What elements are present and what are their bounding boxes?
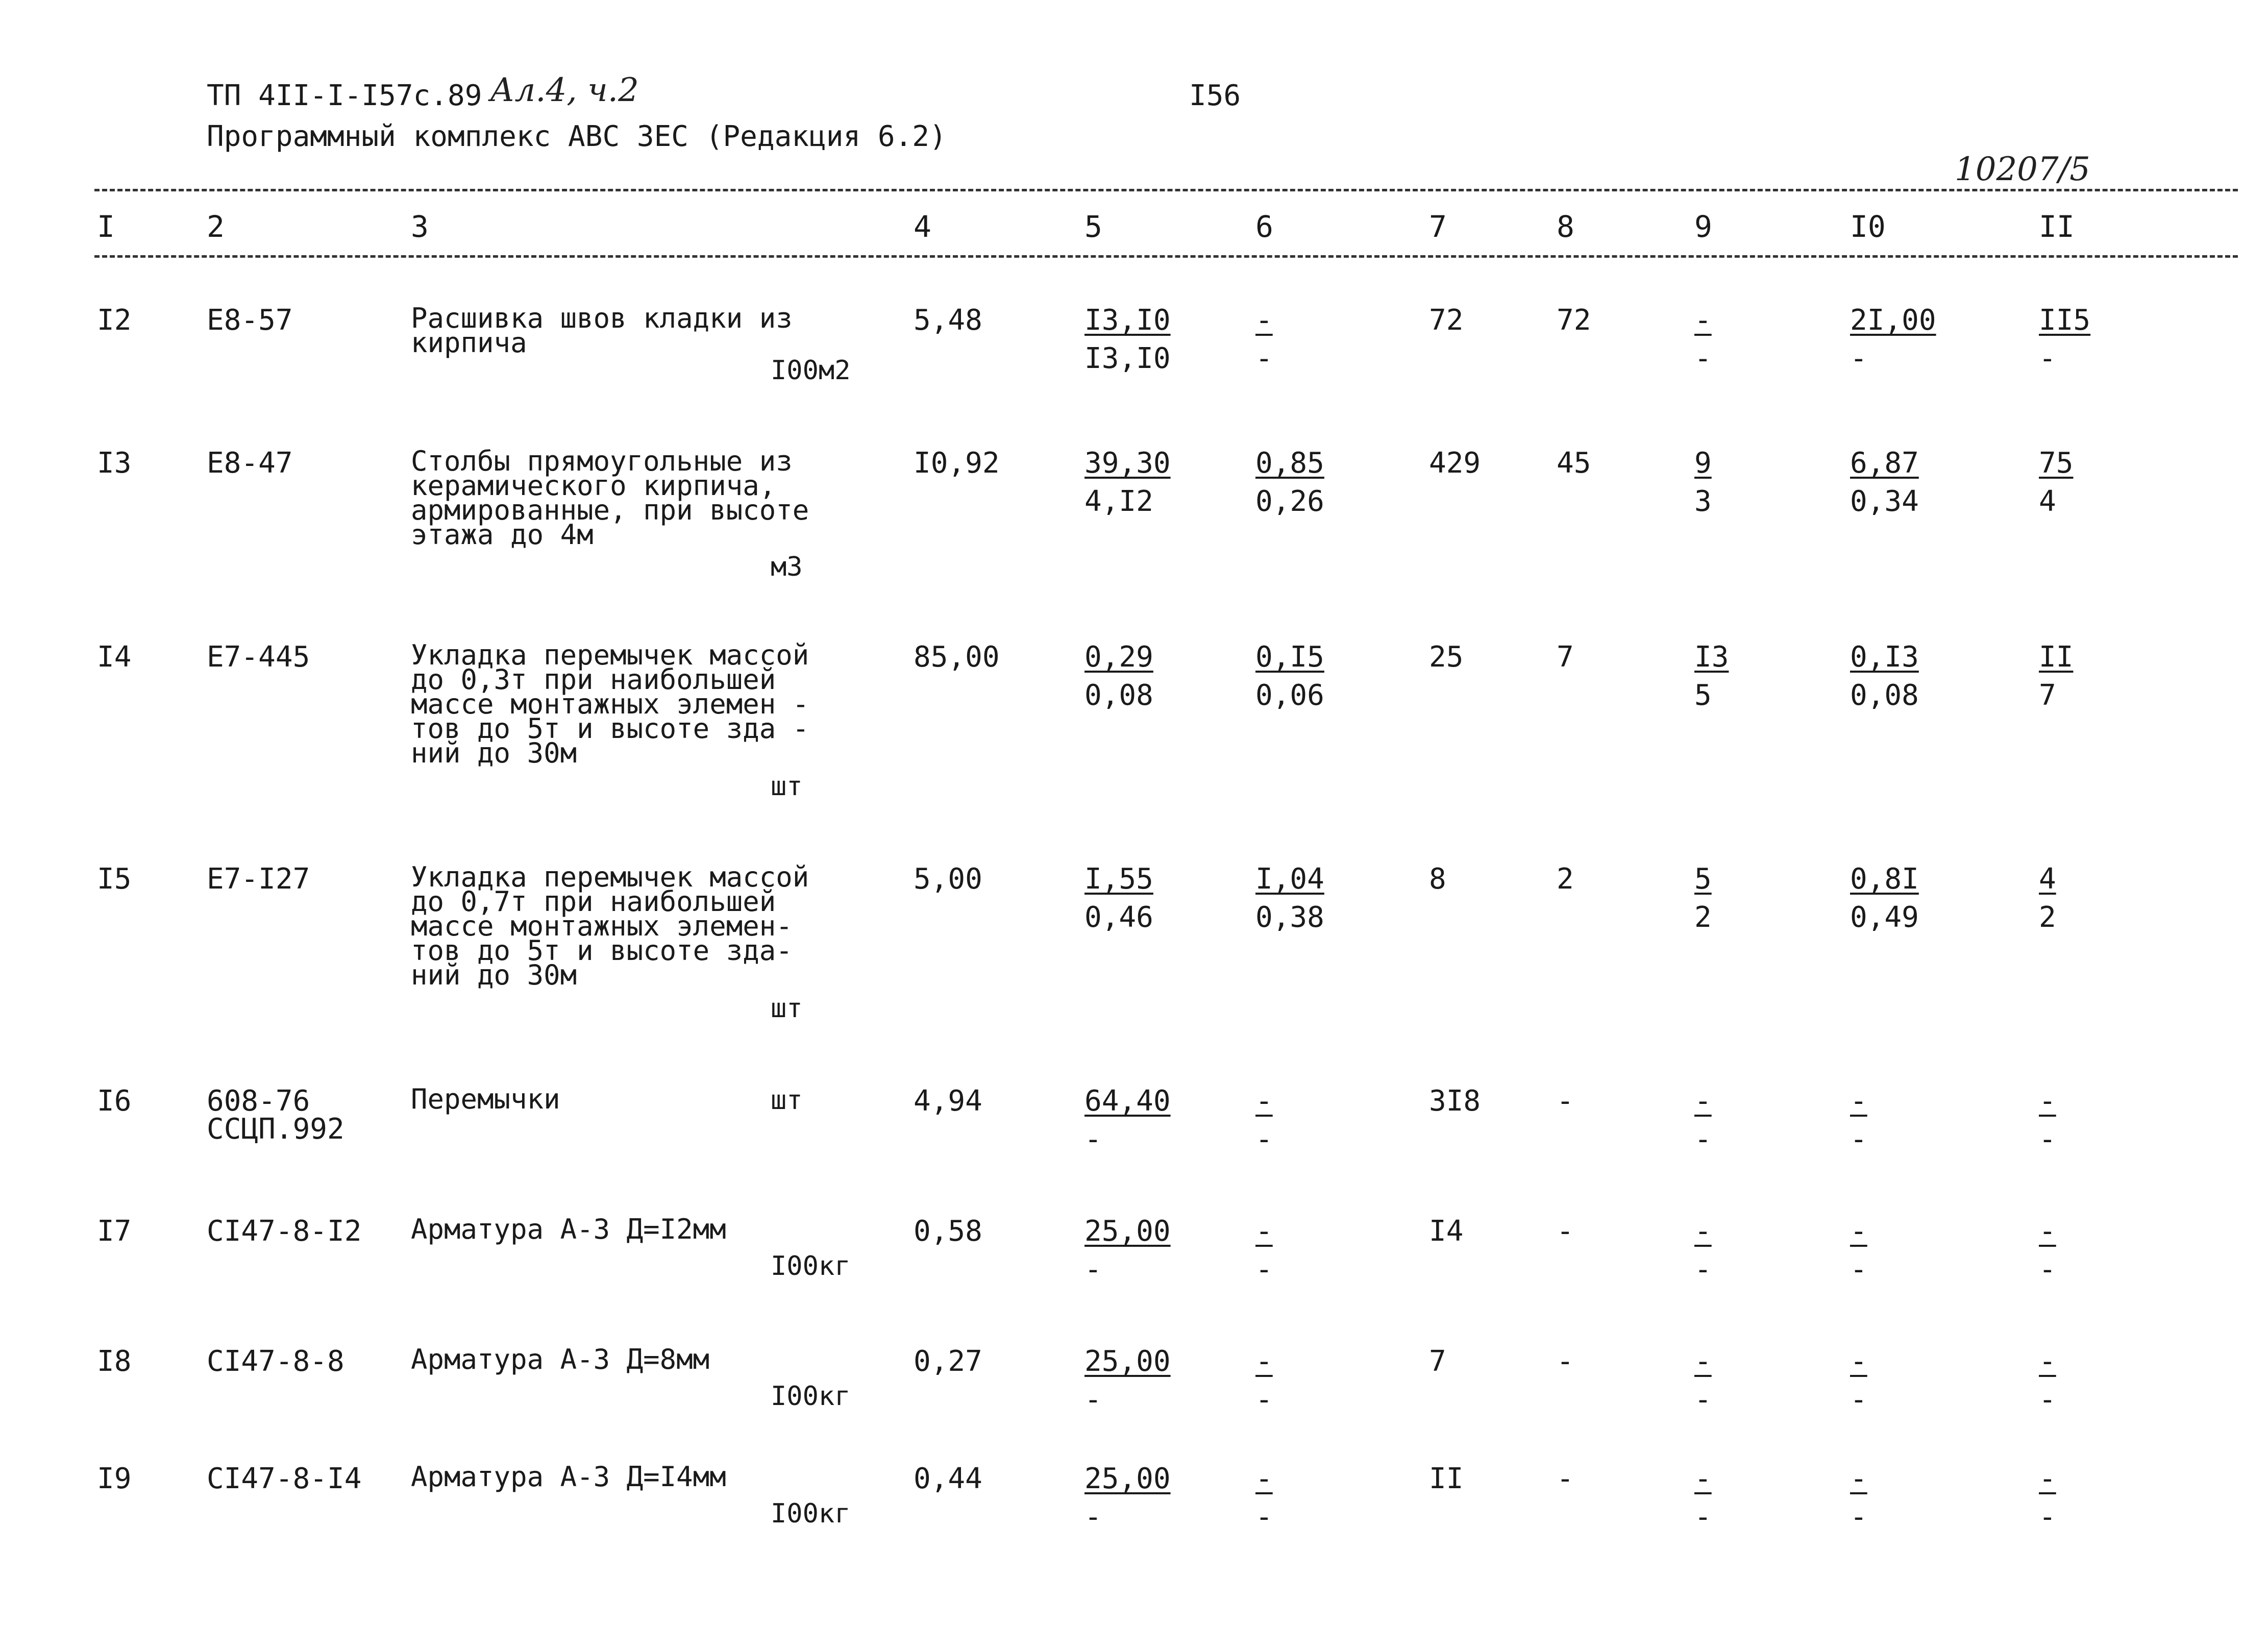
row-c11-top: 4 — [2039, 863, 2056, 896]
row-description-line: до 0,7т при наибольшей — [411, 885, 776, 918]
row-description-line: Арматура А-3 Д=I2мм — [411, 1213, 726, 1245]
row-description-line: до 0,3т при наибольшей — [411, 663, 776, 696]
row-quantity: 0,58 — [914, 1215, 982, 1248]
row-c6-bottom: 0,38 — [1255, 901, 1324, 934]
row-unit: I00кг — [771, 1498, 851, 1529]
row-c11-top: II — [2039, 640, 2074, 674]
row-c10-top: - — [1850, 1215, 1867, 1248]
row-description-line: Укладка перемычек массой — [411, 639, 809, 671]
row-c9-bottom: 3 — [1694, 485, 1712, 518]
col-header: 8 — [1557, 209, 1574, 244]
row-number: I5 — [97, 863, 132, 896]
row-c11-bottom: - — [2039, 1500, 2056, 1534]
row-c9-top: 5 — [1694, 863, 1712, 896]
row-c11-top: - — [2039, 1345, 2056, 1378]
row-number: I2 — [97, 304, 132, 337]
row-c10-top: - — [1850, 1085, 1867, 1118]
row-c8: 7 — [1557, 640, 1574, 674]
row-c10-top: 0,8I — [1850, 863, 1919, 896]
row-quantity: I0,92 — [914, 447, 1000, 480]
row-description-line: массе монтажных элемен- — [411, 910, 793, 942]
row-c5-bottom: - — [1084, 1383, 1102, 1416]
header-top-rule — [94, 189, 2238, 191]
row-c9-top: I3 — [1694, 640, 1729, 674]
row-quantity: 0,27 — [914, 1345, 982, 1378]
row-c6-bottom: - — [1255, 1500, 1273, 1534]
col-header: 7 — [1429, 209, 1447, 244]
row-description-line: керамического кирпича, — [411, 470, 776, 502]
handwritten-reference: Ал.4, ч.2 — [490, 71, 639, 109]
row-c6-top: 0,85 — [1255, 447, 1324, 480]
row-c10-top: 2I,00 — [1850, 304, 1936, 337]
row-c9-top: - — [1694, 304, 1712, 337]
row-c10-top: - — [1850, 1345, 1867, 1378]
row-c10-bottom: 0,08 — [1850, 679, 1919, 712]
row-c10-bottom: - — [1850, 342, 1867, 375]
row-c6-bottom: 0,26 — [1255, 485, 1324, 518]
row-number: I4 — [97, 640, 132, 674]
row-c9-bottom: - — [1694, 1253, 1712, 1286]
row-c8: 45 — [1557, 447, 1591, 480]
row-c5-top: I3,I0 — [1084, 304, 1171, 337]
row-c10-bottom: 0,49 — [1850, 901, 1919, 934]
row-c5-top: 64,40 — [1084, 1085, 1171, 1118]
row-code-secondary: ССЦП.992 — [207, 1113, 344, 1146]
col-header: I0 — [1850, 209, 1886, 244]
row-c9-top: 9 — [1694, 447, 1712, 480]
row-c11-top: - — [2039, 1462, 2056, 1495]
row-c7: 7 — [1429, 1345, 1446, 1378]
row-c10-bottom: - — [1850, 1123, 1867, 1156]
row-unit: I00м2 — [771, 355, 851, 386]
row-c7: 8 — [1429, 863, 1446, 896]
row-c10-bottom: - — [1850, 1500, 1867, 1534]
row-c11-bottom: - — [2039, 1383, 2056, 1416]
row-description-line: Арматура А-3 Д=8мм — [411, 1343, 710, 1375]
row-description-line: Перемычки — [411, 1083, 560, 1115]
row-c6-bottom: - — [1255, 1123, 1273, 1156]
col-header: 3 — [411, 209, 429, 244]
row-code: Е8-47 — [207, 447, 293, 480]
col-header: 2 — [207, 209, 225, 244]
col-header: 9 — [1694, 209, 1712, 244]
row-description-line: Арматура А-3 Д=I4мм — [411, 1461, 726, 1493]
row-c6-top: - — [1255, 304, 1273, 337]
row-description-line: ний до 30м — [411, 959, 577, 991]
row-code: Е7-445 — [207, 640, 310, 674]
row-c9-top: - — [1694, 1085, 1712, 1118]
row-c10-top: 6,87 — [1850, 447, 1919, 480]
row-c6-top: - — [1255, 1085, 1273, 1118]
row-c6-bottom: - — [1255, 342, 1273, 375]
row-c5-top: I,55 — [1084, 863, 1153, 896]
row-description-line: армированные, при высоте — [411, 494, 809, 526]
row-description-line: массе монтажных элемен - — [411, 688, 809, 720]
row-c8: - — [1557, 1462, 1574, 1495]
row-number: I8 — [97, 1345, 132, 1378]
row-c9-bottom: - — [1694, 1500, 1712, 1534]
row-c6-top: - — [1255, 1215, 1273, 1248]
row-c6-top: - — [1255, 1345, 1273, 1378]
col-header: 5 — [1084, 209, 1102, 244]
row-c7: I4 — [1429, 1215, 1464, 1248]
row-c11-top: II5 — [2039, 304, 2091, 337]
row-number: I6 — [97, 1085, 132, 1118]
row-c5-bottom: - — [1084, 1253, 1102, 1286]
row-c11-bottom: - — [2039, 1253, 2056, 1286]
row-c11-top: - — [2039, 1085, 2056, 1118]
row-c5-bottom: I3,I0 — [1084, 342, 1171, 375]
row-number: I3 — [97, 447, 132, 480]
row-c5-bottom: 0,46 — [1084, 901, 1153, 934]
row-c9-top: - — [1694, 1462, 1712, 1495]
row-c8: - — [1557, 1215, 1574, 1248]
row-c11-bottom: - — [2039, 342, 2056, 375]
row-c11-bottom: - — [2039, 1123, 2056, 1156]
handwritten-number: 10207/5 — [1955, 151, 2090, 188]
row-c8: - — [1557, 1085, 1574, 1118]
row-c9-bottom: 2 — [1694, 901, 1712, 934]
row-description-line: этажа до 4м — [411, 519, 594, 551]
document-code: ТП 4II-I-I57с.89 — [207, 79, 482, 112]
row-code: СI47-8-I2 — [207, 1215, 362, 1248]
row-c6-top: I,04 — [1255, 863, 1324, 896]
program-title: Программный комплекс АВС 3ЕС (Редакция 6.2) — [207, 120, 947, 153]
row-c7: 429 — [1429, 447, 1481, 480]
row-quantity: 0,44 — [914, 1462, 982, 1495]
row-description-line: тов до 5т и высоте зда - — [411, 712, 809, 745]
row-unit: м3 — [771, 552, 803, 582]
row-quantity: 5,00 — [914, 863, 982, 896]
row-c6-bottom: 0,06 — [1255, 679, 1324, 712]
col-header: 4 — [914, 209, 931, 244]
col-header: 6 — [1255, 209, 1273, 244]
row-unit: шт — [771, 993, 803, 1024]
row-c9-top: - — [1694, 1345, 1712, 1378]
row-c8: 2 — [1557, 863, 1574, 896]
row-c11-bottom: 7 — [2039, 679, 2056, 712]
row-unit: I00кг — [771, 1381, 851, 1412]
row-quantity: 5,48 — [914, 304, 982, 337]
row-c8: - — [1557, 1345, 1574, 1378]
row-description-line: тов до 5т и высоте зда- — [411, 934, 793, 967]
row-c11-top: - — [2039, 1215, 2056, 1248]
row-code: Е8-57 — [207, 304, 293, 337]
row-quantity: 4,94 — [914, 1085, 982, 1118]
row-c9-bottom: - — [1694, 1383, 1712, 1416]
col-header: II — [2039, 209, 2075, 244]
row-c7: 3I8 — [1429, 1085, 1481, 1118]
row-c10-bottom: - — [1850, 1383, 1867, 1416]
row-number: I7 — [97, 1215, 132, 1248]
row-c10-bottom: - — [1850, 1253, 1867, 1286]
row-quantity: 85,00 — [914, 640, 1000, 674]
row-c8: 72 — [1557, 304, 1591, 337]
row-c7: II — [1429, 1462, 1464, 1495]
row-c11-bottom: 2 — [2039, 901, 2056, 934]
row-c5-bottom: 4,I2 — [1084, 485, 1153, 518]
row-c6-bottom: - — [1255, 1383, 1273, 1416]
row-c11-top: 75 — [2039, 447, 2074, 480]
row-c5-bottom: - — [1084, 1123, 1102, 1156]
row-unit: шт — [771, 771, 803, 802]
row-code: СI47-8-I4 — [207, 1462, 362, 1495]
row-c9-bottom: - — [1694, 342, 1712, 375]
row-c6-bottom: - — [1255, 1253, 1273, 1286]
header-bottom-rule — [94, 255, 2238, 258]
row-c11-bottom: 4 — [2039, 485, 2056, 518]
page-number: I56 — [1189, 79, 1241, 112]
row-code: Е7-I27 — [207, 863, 310, 896]
row-c7: 25 — [1429, 640, 1464, 674]
row-c9-top: - — [1694, 1215, 1712, 1248]
row-c5-bottom: 0,08 — [1084, 679, 1153, 712]
row-c7: 72 — [1429, 304, 1464, 337]
row-c10-top: 0,I3 — [1850, 640, 1919, 674]
row-description-line: кирпича — [411, 327, 527, 359]
col-header: I — [97, 209, 115, 244]
row-c9-bottom: 5 — [1694, 679, 1712, 712]
row-code: 608-76 — [207, 1085, 310, 1118]
row-c10-top: - — [1850, 1462, 1867, 1495]
row-c6-top: 0,I5 — [1255, 640, 1324, 674]
row-description-line: Столбы прямоугольные из — [411, 445, 793, 477]
row-unit: шт — [771, 1085, 803, 1116]
row-c5-top: 0,29 — [1084, 640, 1153, 674]
row-c9-bottom: - — [1694, 1123, 1712, 1156]
row-c5-top: 39,30 — [1084, 447, 1171, 480]
row-c5-top: 25,00 — [1084, 1215, 1171, 1248]
row-number: I9 — [97, 1462, 132, 1495]
row-c5-top: 25,00 — [1084, 1462, 1171, 1495]
row-c6-top: - — [1255, 1462, 1273, 1495]
row-description-line: Укладка перемычек массой — [411, 861, 809, 893]
row-description-line: ний до 30м — [411, 737, 577, 769]
row-c5-bottom: - — [1084, 1500, 1102, 1534]
row-description-line: Расшивка швов кладки из — [411, 302, 793, 334]
row-c5-top: 25,00 — [1084, 1345, 1171, 1378]
row-c10-bottom: 0,34 — [1850, 485, 1919, 518]
row-code: СI47-8-8 — [207, 1345, 344, 1378]
row-unit: I00кг — [771, 1251, 851, 1282]
